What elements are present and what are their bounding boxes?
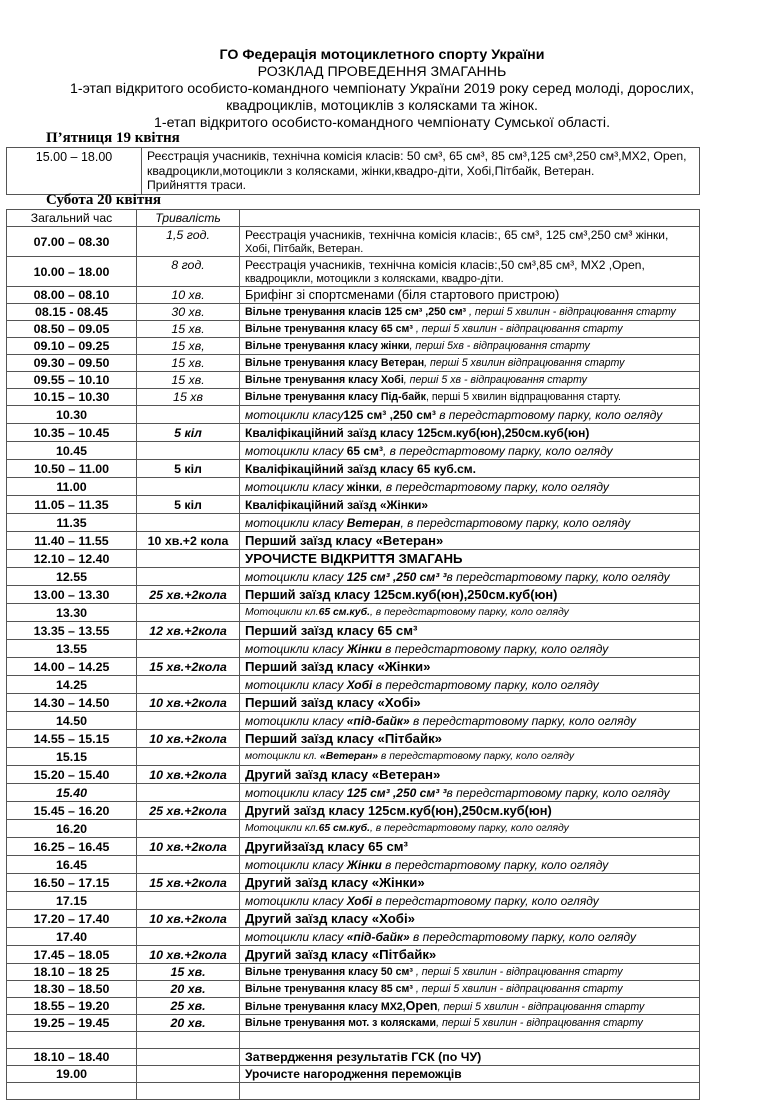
time-cell: 14.55 – 15.15: [7, 730, 137, 748]
duration-cell: 15 хв.+2кола: [137, 874, 240, 892]
column-header-event: [240, 210, 700, 227]
description-cell: [240, 338, 700, 355]
table-row: [7, 856, 700, 874]
description-cell: УРОЧИСТЕ ВІДКРИТТЯ ЗМАГАНЬ: [240, 550, 700, 568]
time-cell: 16.50 – 17.15: [7, 874, 137, 892]
table-row-empty: [7, 1032, 700, 1049]
note-class: 125 см³ ,250 см³ ³: [346, 569, 447, 584]
description-cell: Другий заїзд класу 125см.куб(юн),250см.куб(юн): [240, 802, 700, 820]
note-text: мотоцикли класу: [245, 569, 347, 584]
description-cell: [240, 389, 700, 406]
description-cell: [142, 148, 700, 195]
table-row: [7, 532, 700, 550]
note-text: мотоцикли класу: [245, 929, 347, 944]
table-row: [7, 964, 700, 981]
table-row: [7, 640, 700, 658]
note-text: в передстартовому парку, коло огляду: [435, 407, 663, 422]
description-cell: Кваліфікаційний заїзд «Жінки»: [240, 496, 700, 514]
desc-bold: Вільне тренування класу МХ2,: [245, 1000, 406, 1013]
duration-cell: [137, 712, 240, 730]
note-class: 65 см.куб.: [318, 606, 370, 618]
table-row: [7, 998, 700, 1015]
desc-bold: Open: [405, 998, 438, 1013]
desc-bold: Вільне тренування класу Ветеран: [245, 357, 425, 369]
description-cell: Кваліфікаційний заїзд класу 65 куб.см.: [240, 460, 700, 478]
table-row: [7, 424, 700, 442]
note-text: , в передстартовому парку, коло огляду: [369, 822, 569, 834]
duration-cell: 10 хв.+2кола: [137, 766, 240, 784]
time-cell: 07.00 – 08.30: [7, 227, 137, 257]
table-row: [7, 321, 700, 338]
description-cell: Другийзаїзд класу 65 см³: [240, 838, 700, 856]
duration-cell: 15 хв.: [137, 321, 240, 338]
duration-cell: 1,5 год.: [137, 227, 240, 257]
table-row: [7, 550, 700, 568]
duration-cell: [137, 604, 240, 622]
note-text: в передстартовому парку, коло огляду: [446, 569, 670, 584]
note-text: мотоцикли класу: [245, 893, 347, 908]
table-row: [7, 928, 700, 946]
time-cell: 08.00 – 08.10: [7, 287, 137, 304]
time-cell: 16.25 – 16.45: [7, 838, 137, 856]
duration-cell: 12 хв.+2кола: [137, 622, 240, 640]
time-cell: 10.50 – 11.00: [7, 460, 137, 478]
note-text: мотоцикли класу: [245, 857, 347, 872]
table-row: [7, 304, 700, 321]
description-cell: [240, 406, 700, 424]
description-cell: [240, 676, 700, 694]
note-text: , в передстартовому парку, коло огляду: [369, 606, 569, 618]
time-cell: 14.00 – 14.25: [7, 658, 137, 676]
description-cell: Брифінг зі спортсменами (біля стартового пристрою): [240, 287, 700, 304]
description-cell: [240, 981, 700, 998]
desc-bold: Вільне тренування мот. з колясками: [245, 1017, 437, 1029]
description-cell: [240, 1083, 700, 1100]
time-cell: 10.45: [7, 442, 137, 460]
description-cell: [240, 820, 700, 838]
table-row: [7, 946, 700, 964]
table-header-row: [7, 210, 700, 227]
subtitle-line-1: 1-этап відкритого особисто-командного чемпіонату України 2019 року серед молоді, дорослих,: [69, 81, 695, 97]
desc-bold: Вільне тренування класів 125 см³ ,250 см³: [245, 306, 467, 318]
note-class: 125 см³ ,250 см³: [343, 407, 436, 422]
note-text: в передстартовому парку, коло огляду: [446, 785, 670, 800]
duration-cell: 25 хв.+2кола: [137, 586, 240, 604]
desc-bold: Вільне тренування класу жінки: [245, 340, 410, 352]
duration-cell: 10 хв.+2кола: [137, 946, 240, 964]
time-cell: 15.00 – 18.00: [7, 148, 142, 195]
description-cell: [240, 856, 700, 874]
table-row: [7, 712, 700, 730]
duration-cell: 20 хв.: [137, 1015, 240, 1032]
time-cell: [7, 1032, 137, 1049]
table-row: [7, 658, 700, 676]
description-cell: Другий заїзд класу «Жінки»: [240, 874, 700, 892]
description-cell: [240, 372, 700, 389]
duration-cell: 25 хв.+2кола: [137, 802, 240, 820]
time-cell: 17.15: [7, 892, 137, 910]
organization-title: ГО Федерація мотоциклетного спорту України: [219, 47, 545, 63]
note-text: , в передстартовому парку, коло огляду: [382, 443, 613, 458]
note-class: «під-байк»: [346, 713, 410, 728]
table-row: [7, 372, 700, 389]
note-text: мотоцикли класу: [245, 677, 347, 692]
table-row: [7, 784, 700, 802]
time-cell: [7, 1083, 137, 1100]
description-cell: Другий заїзд класу «Хобі»: [240, 910, 700, 928]
duration-cell: 5 кіл: [137, 496, 240, 514]
table-row: [7, 730, 700, 748]
description-cell: [240, 321, 700, 338]
table-row: [7, 257, 700, 287]
note-text: , в передстартовому парку, коло огляду: [400, 515, 631, 530]
description-cell: [240, 998, 700, 1015]
description-cell: [240, 640, 700, 658]
description-cell: [240, 1015, 700, 1032]
table-row: [7, 568, 700, 586]
description-cell: [240, 712, 700, 730]
duration-cell: 10 хв.+2кола: [137, 694, 240, 712]
saturday-heading: Субота 20 квітня: [46, 192, 161, 208]
subtitle-line-3: 1-етап відкритого особисто-командного чемпіонату Сумської області.: [153, 115, 611, 131]
time-cell: 18.30 – 18.50: [7, 981, 137, 998]
description-cell: Другий заїзд класу «Ветеран»: [240, 766, 700, 784]
description-cell: [240, 892, 700, 910]
desc-note: , перші 5 хвилин - відпрацювання старту: [412, 323, 623, 335]
time-cell: 16.20: [7, 820, 137, 838]
time-cell: 13.00 – 13.30: [7, 586, 137, 604]
description-cell: [240, 304, 700, 321]
time-cell: 17.45 – 18.05: [7, 946, 137, 964]
description-cell: Кваліфікаційний заїзд класу 125см.куб(юн),250см.куб(юн): [240, 424, 700, 442]
note-text: Мотоцикли кл.: [245, 822, 319, 834]
duration-cell: [137, 442, 240, 460]
table-row: [7, 604, 700, 622]
description-cell: Перший заїзд класу 125см.куб(юн),250см.куб(юн): [240, 586, 700, 604]
document-title: РОЗКЛАД ПРОВЕДЕННЯ ЗМАГАННЬ: [257, 64, 507, 80]
time-cell: 11.05 – 11.35: [7, 496, 137, 514]
description-cell: Перший заїзд класу «Жінки»: [240, 658, 700, 676]
duration-cell: [137, 820, 240, 838]
duration-cell: [137, 784, 240, 802]
duration-cell: [137, 640, 240, 658]
note-class: Хобі: [346, 677, 373, 692]
time-cell: 15.20 – 15.40: [7, 766, 137, 784]
note-class: 65 см³: [346, 443, 383, 458]
desc-line: Прийняття траси.: [147, 178, 247, 192]
duration-cell: 15 хв.: [137, 355, 240, 372]
time-cell: 16.45: [7, 856, 137, 874]
duration-cell: 15 хв.+2кола: [137, 658, 240, 676]
note-class: Жінки: [346, 641, 382, 656]
time-cell: 09.30 – 09.50: [7, 355, 137, 372]
note-class: «Ветеран»: [319, 750, 379, 762]
table-row: [7, 874, 700, 892]
duration-cell: [137, 550, 240, 568]
table-row: [7, 406, 700, 424]
time-cell: 09.55 – 10.10: [7, 372, 137, 389]
table-row: [7, 1049, 700, 1066]
description-cell: [240, 748, 700, 766]
time-cell: 10.00 – 18.00: [7, 257, 137, 287]
note-text: мотоцикли класу: [245, 713, 347, 728]
note-text: в передстартовому парку, коло огляду: [409, 929, 637, 944]
desc-bold: Вільне тренування класу 65 см³: [245, 323, 413, 335]
duration-cell: 10 хв.: [137, 287, 240, 304]
time-cell: 18.10 – 18 25: [7, 964, 137, 981]
description-cell: [240, 568, 700, 586]
description-cell: Урочисте нагородження переможців: [240, 1066, 700, 1083]
duration-cell: [137, 1032, 240, 1049]
note-class: «під-байк»: [346, 929, 410, 944]
description-cell: Перший заїзд класу «Хобі»: [240, 694, 700, 712]
column-header-total-time: Загальний час: [7, 210, 137, 227]
duration-cell: [137, 676, 240, 694]
desc-line: Реєстрація учасників, технічна комісія класів:, 65 см³, 125 см³,250 см³ жінки,: [245, 227, 669, 242]
time-cell: 08.50 – 09.05: [7, 321, 137, 338]
desc-bold: Вільне тренування класу Хобі: [245, 374, 404, 386]
duration-cell: 20 хв.: [137, 981, 240, 998]
description-cell: [240, 442, 700, 460]
description-cell: [240, 478, 700, 496]
duration-cell: 10 хв.+2кола: [137, 730, 240, 748]
time-cell: 10.15 – 10.30: [7, 389, 137, 406]
duration-cell: 30 хв.: [137, 304, 240, 321]
description-cell: [240, 227, 700, 257]
table-row: [7, 496, 700, 514]
note-class: Жінки: [346, 857, 382, 872]
desc-note: , перші 5 хвилин - відпрацювання старту: [466, 306, 676, 318]
time-cell: 17.40: [7, 928, 137, 946]
table-row: [7, 227, 700, 257]
duration-cell: [137, 1083, 240, 1100]
duration-cell: [137, 856, 240, 874]
table-row: [7, 148, 700, 195]
desc-note: , перші 5 хв - відпрацювання старту: [403, 374, 587, 386]
desc-note: , перші 5 хвилин - відпрацювання старту: [412, 983, 623, 995]
note-text: мотоцикли кл.: [245, 750, 320, 762]
time-cell: 15.45 – 16.20: [7, 802, 137, 820]
table-row: [7, 389, 700, 406]
time-cell: 19.00: [7, 1066, 137, 1083]
desc-note: , перші 5 хвилин відпрацювання старту: [424, 357, 625, 369]
note-text: мотоцикли класу: [245, 443, 347, 458]
desc-bold: Вільне тренування класу Під-байк: [245, 391, 426, 403]
table-row: [7, 478, 700, 496]
desc-bold: Вільне тренування класу 50 см³: [245, 966, 413, 978]
table-row: [7, 694, 700, 712]
table-row: [7, 287, 700, 304]
desc-note: , перші 5 хвилин відпрацювання старту.: [425, 391, 621, 403]
note-class: Ветеран: [346, 515, 401, 530]
duration-cell: [137, 928, 240, 946]
time-cell: 13.55: [7, 640, 137, 658]
duration-cell: 8 год.: [137, 257, 240, 287]
desc-note: , перші 5 хвилин - відпрацювання старту: [412, 966, 623, 978]
desc-note: , перші 5хв - відпрацювання старту: [409, 340, 590, 352]
table-row: [7, 981, 700, 998]
time-cell: 17.20 – 17.40: [7, 910, 137, 928]
description-cell: [240, 514, 700, 532]
desc-bold: Вільне тренування класу 85 см³: [245, 983, 413, 995]
note-text: мотоцикли класу: [245, 515, 347, 530]
note-text: в передстартовому парку, коло огляду: [372, 893, 599, 908]
note-text: мотоцикли класу: [245, 641, 347, 656]
description-cell: [240, 257, 700, 287]
note-text: в передстартовому парку, коло огляду: [381, 641, 609, 656]
friday-schedule-table: [6, 147, 700, 195]
description-cell: [240, 964, 700, 981]
note-text: , в передстартовому парку, коло огляду: [379, 479, 609, 494]
note-text: в передстартовому парку, коло огляду: [409, 713, 637, 728]
description-cell: Перший заїзд класу 65 см³: [240, 622, 700, 640]
table-row: [7, 460, 700, 478]
duration-cell: [137, 406, 240, 424]
table-row: [7, 442, 700, 460]
desc-line: Реєстрація учасників, технічна комісія класів: 50 см³, 65 см³, 85 см³,125 см³,250 см³,МХ2, Open,: [147, 149, 687, 163]
duration-cell: 10 хв.+2кола: [137, 838, 240, 856]
time-cell: 18.55 – 19.20: [7, 998, 137, 1015]
desc-note: , перші 5 хвилин - відпрацювання старту: [436, 1017, 643, 1029]
note-class: 125 см³ ,250 см³ ³: [346, 785, 447, 800]
table-row: [7, 622, 700, 640]
note-text: Мотоцикли кл.: [245, 606, 319, 618]
time-cell: 14.30 – 14.50: [7, 694, 137, 712]
saturday-schedule-table: [6, 209, 700, 1100]
time-cell: 08.15 - 08.45: [7, 304, 137, 321]
table-row: [7, 338, 700, 355]
subtitle-line-2: квадроциклів, мотоциклів з колясками та жінок.: [226, 98, 538, 114]
duration-cell: [137, 892, 240, 910]
table-row-empty: [7, 1083, 700, 1100]
time-cell: 09.10 – 09.25: [7, 338, 137, 355]
friday-heading: П’ятниця 19 квітня: [46, 130, 180, 146]
description-cell: [240, 604, 700, 622]
duration-cell: [137, 568, 240, 586]
table-row: [7, 1015, 700, 1032]
table-row: [7, 820, 700, 838]
desc-line: Реєстрація учасників, технічна комісія класів:,50 см³,85 см³, МХ2 ,Open,: [245, 257, 645, 272]
duration-cell: [137, 478, 240, 496]
duration-cell: 10 хв.+2кола: [137, 910, 240, 928]
note-text: в передстартовому парку, коло огляду: [372, 677, 599, 692]
duration-cell: 10 хв.+2 кола: [137, 532, 240, 550]
time-cell: 11.40 – 11.55: [7, 532, 137, 550]
description-cell: Другий заїзд класу «Пітбайк»: [240, 946, 700, 964]
desc-line: квадроцикли, мотоцикли з колясками, квадро-діти.: [245, 272, 504, 285]
note-text: мотоцикли класу: [245, 479, 347, 494]
note-text: мотоцикли класу: [245, 785, 347, 800]
time-cell: 11.35: [7, 514, 137, 532]
desc-line: Хобі, Пітбайк, Ветеран.: [245, 242, 364, 255]
time-cell: 14.25: [7, 676, 137, 694]
description-cell: [240, 784, 700, 802]
description-cell: Перший заїзд класу «Пітбайк»: [240, 730, 700, 748]
duration-cell: 15 хв.: [137, 372, 240, 389]
table-row: [7, 802, 700, 820]
note-class: 65 см.куб.: [318, 822, 370, 834]
table-row: [7, 910, 700, 928]
table-row: [7, 355, 700, 372]
duration-cell: 5 кіл: [137, 424, 240, 442]
table-row: [7, 838, 700, 856]
description-cell: [240, 355, 700, 372]
time-cell: 15.40: [7, 784, 137, 802]
note-text: в передстартовому парку, коло огляду: [378, 750, 575, 762]
duration-cell: [137, 748, 240, 766]
note-text: мотоцикли класу: [245, 407, 344, 422]
duration-cell: 15 хв.: [137, 964, 240, 981]
table-row: [7, 766, 700, 784]
desc-note: , перші 5 хвилин - відпрацювання старту: [437, 1000, 645, 1013]
duration-cell: [137, 1049, 240, 1066]
table-row: [7, 514, 700, 532]
duration-cell: 15 хв,: [137, 338, 240, 355]
description-cell: Перший заїзд класу «Ветеран»: [240, 532, 700, 550]
note-class: Хобі: [346, 893, 373, 908]
time-cell: 13.35 – 13.55: [7, 622, 137, 640]
time-cell: 12.10 – 12.40: [7, 550, 137, 568]
time-cell: 11.00: [7, 478, 137, 496]
time-cell: 10.30: [7, 406, 137, 424]
duration-cell: 5 кіл: [137, 460, 240, 478]
duration-cell: 15 хв: [137, 389, 240, 406]
table-row: [7, 892, 700, 910]
time-cell: 14.50: [7, 712, 137, 730]
time-cell: 13.30: [7, 604, 137, 622]
desc-line: квадроцикли,мотоцикли з колясками, жінки,квадро-діти, Хобі,Пітбайк, Ветеран.: [147, 163, 595, 178]
duration-cell: 25 хв.: [137, 998, 240, 1015]
time-cell: 19.25 – 19.45: [7, 1015, 137, 1032]
note-class: жінки: [346, 479, 380, 494]
table-row: [7, 586, 700, 604]
time-cell: 12.55: [7, 568, 137, 586]
time-cell: 10.35 – 10.45: [7, 424, 137, 442]
column-header-duration: Тривалість: [137, 210, 240, 227]
description-cell: Затвердження результатів ГСК (по ЧУ): [240, 1049, 700, 1066]
table-row: [7, 748, 700, 766]
description-cell: [240, 1032, 700, 1049]
description-cell: [240, 928, 700, 946]
time-cell: 18.10 – 18.40: [7, 1049, 137, 1066]
duration-cell: [137, 514, 240, 532]
note-text: в передстартовому парку, коло огляду: [381, 857, 609, 872]
time-cell: 15.15: [7, 748, 137, 766]
table-row: [7, 676, 700, 694]
